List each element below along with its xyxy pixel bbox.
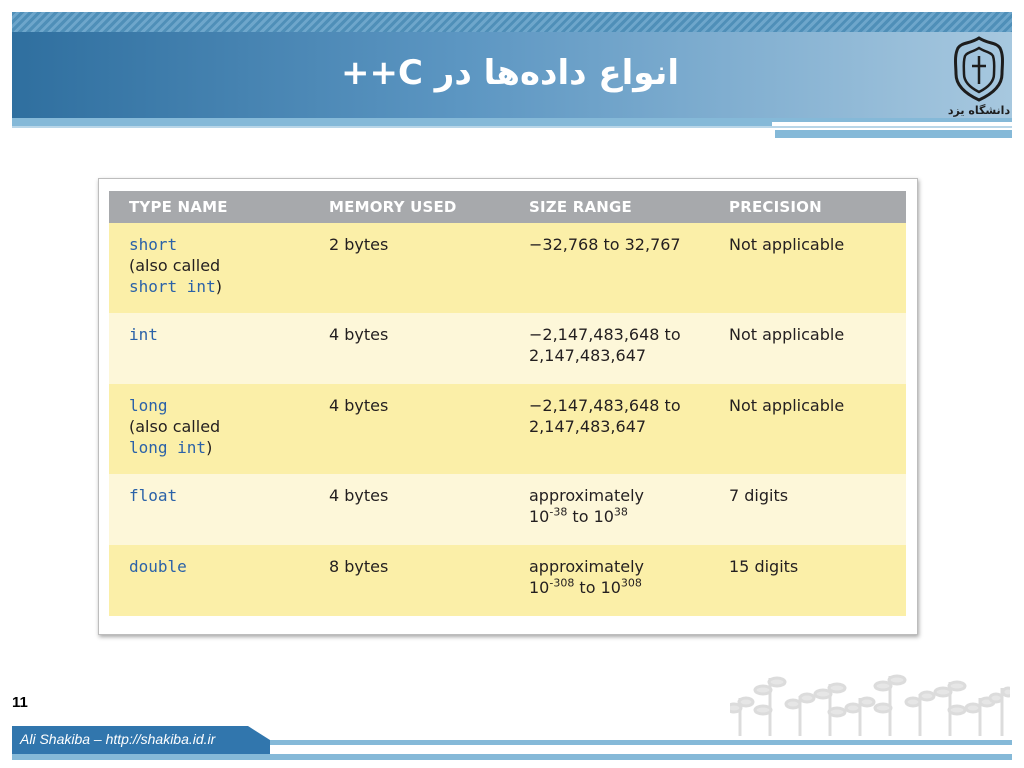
range-text: 2,147,483,647 [529,346,647,365]
range-base: 10 [529,578,550,597]
memory-cell: 2 bytes [309,223,509,313]
range-base: 10 [529,507,550,526]
range-text: −32,768 to 32,767 [529,235,681,254]
type-name-cell [109,474,309,545]
table-header-row [109,191,906,223]
column-header-precision: PRECISION [709,191,906,223]
range-exponent: -38 [549,505,568,519]
type-name-cell [109,545,309,616]
svg-text:دانشگاه یزد: دانشگاه یزد [948,104,1010,117]
alias-prefix: (also called [129,417,221,436]
precision-cell: 7 digits [709,474,906,545]
footer-author: Ali Shakiba – http://shakiba.id.ir [20,731,216,747]
range-text: approximately [529,486,644,505]
range-exponent: 38 [613,505,628,519]
memory-cell: 4 bytes [309,313,509,384]
header-accent-line-right [760,118,1012,122]
range-base: 10 [600,578,621,597]
memory-cell: 4 bytes [309,474,509,545]
memory-cell: 4 bytes [309,384,509,474]
column-header-size-range: SIZE RANGE [509,191,709,223]
table-row [109,384,906,474]
type-name-cell [109,384,309,474]
header-accent-line-lower [775,130,1012,138]
range-cell [509,474,709,545]
type-keyword: int [129,325,158,344]
range-cell [509,545,709,616]
type-name-cell [109,313,309,384]
type-keyword: long [129,396,168,415]
footer-bar-tail [248,726,270,754]
range-to: to [567,507,594,526]
data-types-table-frame [98,178,918,635]
range-text: −2,147,483,648 to [529,325,681,344]
precision-cell: 15 digits [709,545,906,616]
precision-cell: Not applicable [709,223,906,313]
footer-bottom-line [12,754,1012,760]
range-text: −2,147,483,648 to [529,396,681,415]
header-pattern-strip [12,12,1012,32]
university-logo-icon [948,34,1010,118]
type-name-cell [109,223,309,313]
memory-cell: 8 bytes [309,545,509,616]
plants-decoration-icon [730,668,1010,738]
type-keyword: double [129,557,187,576]
column-header-memory-used: MEMORY USED [309,191,509,223]
range-text: approximately [529,557,644,576]
range-exponent: 308 [620,576,642,590]
alias-prefix: (also called [129,256,221,275]
column-header-type-name: TYPE NAME [109,191,309,223]
table-row [109,474,906,545]
range-cell [509,223,709,313]
slide-title: انواع داده‌ها در C++ [340,53,680,93]
type-keyword: float [129,486,178,505]
range-exponent: -308 [549,576,575,590]
header-divider [12,126,1012,128]
precision-cell: Not applicable [709,313,906,384]
range-cell [509,313,709,384]
table-row [109,223,906,313]
precision-cell: Not applicable [709,384,906,474]
table-row [109,545,906,616]
range-text: 2,147,483,647 [529,417,647,436]
range-base: 10 [593,507,614,526]
alias-keyword: long int [129,438,207,457]
alias-suffix: ) [206,438,213,457]
range-cell [509,384,709,474]
page-number: 11 [12,694,28,711]
type-keyword: short [129,235,178,254]
range-to: to [574,578,601,597]
alias-keyword: short int [129,277,216,296]
footer-accent-line [248,740,1012,745]
data-types-table [109,191,906,616]
alias-suffix: ) [215,277,222,296]
table-row [109,313,906,384]
header-accent-line [12,118,772,126]
